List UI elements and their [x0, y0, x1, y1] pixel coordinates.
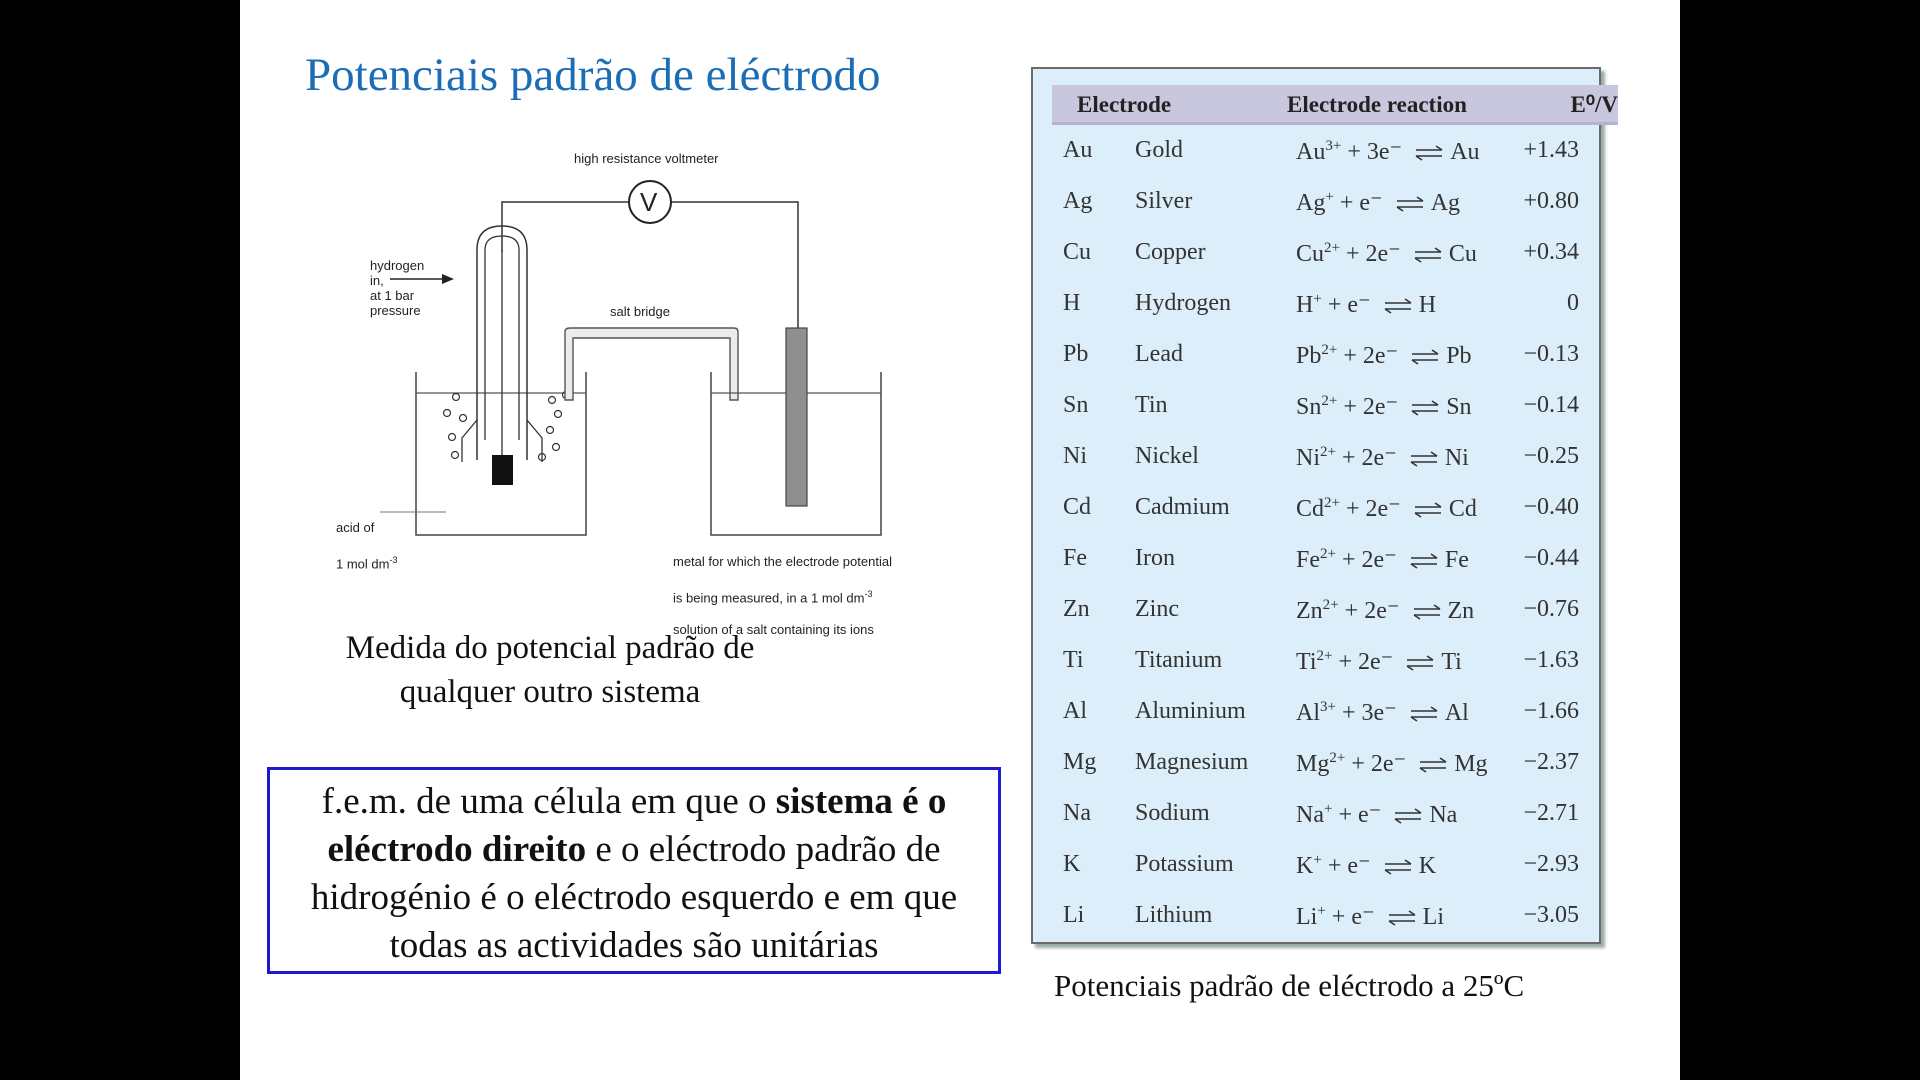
reaction-electrons: 2e⁻	[1370, 751, 1407, 777]
reaction-charge: 2+	[1321, 393, 1338, 409]
definition-text-1: f.e.m. de uma célula em que o	[321, 781, 776, 822]
cell-symbol: Zn	[1063, 596, 1090, 622]
header-electrode: Electrode	[1077, 92, 1172, 117]
reaction-product: Cd	[1448, 496, 1477, 522]
table-caption: Potenciais padrão de eléctrodo a 25ºC	[1054, 968, 1525, 1003]
reaction-product: Mg	[1454, 751, 1488, 777]
reaction-ion: Al	[1296, 700, 1320, 726]
acid-label-sup: -3	[389, 555, 398, 565]
cell-reaction: $Mg^{2+} + 2e^-$ Mg	[1296, 750, 1488, 777]
reaction-electrons: 2e⁻	[1365, 241, 1401, 267]
table-row-k	[1033, 840, 1599, 891]
equilibrium-arrow-icon	[1410, 349, 1440, 365]
page-title: Potenciais padrão de eléctrodo	[305, 49, 881, 101]
equilibrium-arrow-icon	[1405, 655, 1435, 671]
cell-symbol: Sn	[1063, 392, 1089, 418]
reaction-electrons: 2e⁻	[1361, 445, 1397, 471]
equilibrium-arrow-icon	[1383, 859, 1413, 875]
table-row-pb	[1033, 330, 1599, 381]
reaction-charge: 2+	[1324, 240, 1340, 256]
reaction-electrons: 3e⁻	[1361, 700, 1397, 726]
reaction-electrons: e⁻	[1347, 292, 1371, 318]
diagram-caption-line2: qualquer outro sistema	[399, 674, 701, 710]
equilibrium-arrow-icon	[1412, 604, 1442, 620]
cell-symbol: Ni	[1063, 443, 1087, 469]
cell-symbol: Ti	[1063, 647, 1084, 673]
definition-text-2: e o eléctrodo padrão de hidrogénio é o eléctrodo esquerdo e em que todas as actividades são unitárias	[310, 829, 958, 966]
reaction-electrons: 3e⁻	[1366, 139, 1403, 165]
equilibrium-arrow-icon	[1410, 400, 1440, 416]
reaction-product: Li	[1422, 904, 1444, 930]
reaction-ion: Na	[1296, 802, 1324, 828]
cell-name: Titanium	[1135, 647, 1223, 673]
hydrogen-label: hydrogen in, at 1 bar pressure	[370, 258, 425, 318]
cell-symbol: Pb	[1063, 341, 1089, 367]
diagram-caption	[270, 626, 830, 714]
equilibrium-arrow-icon	[1409, 451, 1439, 467]
table-row-al	[1033, 687, 1599, 738]
cell-name: Magnesium	[1135, 749, 1249, 775]
cell-potential: −0.13	[1523, 341, 1579, 367]
wire-left	[502, 202, 628, 252]
cell-symbol: Cu	[1063, 239, 1092, 265]
equilibrium-arrow-icon	[1413, 502, 1443, 518]
cell-reaction: $Ti^{2+} + 2e^-$ Ti	[1296, 648, 1462, 675]
reaction-ion: K	[1296, 853, 1314, 879]
cell-potential: −2.71	[1523, 800, 1579, 826]
cell-name: Hydrogen	[1135, 290, 1231, 316]
equilibrium-arrow-icon	[1418, 757, 1448, 773]
cell-potential: +1.43	[1523, 137, 1579, 163]
equilibrium-arrow-icon	[1383, 298, 1413, 314]
reaction-charge: +	[1323, 801, 1333, 817]
slide	[240, 0, 1680, 1080]
equilibrium-arrow-icon	[1409, 706, 1439, 722]
reaction-ion: Pb	[1296, 343, 1322, 369]
cell-potential: −0.14	[1523, 392, 1579, 418]
cell-potential: −2.93	[1523, 851, 1579, 877]
reaction-ion: Ni	[1296, 445, 1320, 471]
reaction-charge: +	[1325, 189, 1334, 205]
metal-electrode	[786, 328, 807, 506]
table-row-ni	[1033, 432, 1599, 483]
reaction-charge: 2+	[1320, 546, 1336, 562]
cell-reaction: $Pb^{2+} + 2e^-$ Pb	[1296, 342, 1472, 369]
reaction-charge: +	[1313, 852, 1322, 868]
cell-potential: −3.05	[1523, 902, 1579, 928]
reaction-product: K	[1418, 853, 1437, 879]
cell-symbol: Fe	[1063, 545, 1087, 571]
reaction-charge: 2+	[1321, 342, 1338, 358]
cell-name: Gold	[1135, 137, 1183, 163]
cell-name: Lead	[1135, 341, 1183, 367]
cell-reaction: H+ + e⁻ H	[1296, 291, 1437, 318]
reaction-electrons: 2e⁻	[1365, 496, 1401, 522]
cell-symbol: Ag	[1063, 188, 1093, 214]
equilibrium-arrow-icon	[1393, 808, 1423, 824]
voltmeter-symbol: V	[640, 187, 658, 217]
reaction-electrons: 2e⁻	[1364, 598, 1400, 624]
cell-potential: −0.25	[1523, 443, 1579, 469]
cell-potential: −0.40	[1523, 494, 1579, 520]
reaction-electrons: 2e⁻	[1361, 547, 1397, 573]
equilibrium-arrow-icon	[1387, 910, 1417, 926]
definition-bold: sistema é o eléctrodo direito	[327, 781, 947, 870]
cell-name: Aluminium	[1135, 698, 1246, 724]
reaction-product: Sn	[1446, 394, 1472, 420]
cell-symbol: Na	[1063, 800, 1091, 826]
cell-symbol: Al	[1063, 698, 1087, 724]
reaction-product: Ag	[1430, 190, 1461, 216]
cell-symbol: Cd	[1063, 494, 1092, 520]
cell-reaction: $Cu^{2+} + 2e^-$ Cu	[1296, 240, 1477, 267]
table-row-ti	[1033, 636, 1599, 687]
equilibrium-arrow-icon	[1395, 196, 1425, 212]
reaction-ion: Au	[1296, 139, 1326, 165]
cell-name: Silver	[1135, 188, 1193, 214]
cell-potential: +0.34	[1523, 239, 1579, 265]
cell-name: Tin	[1135, 392, 1168, 418]
reaction-charge: +	[1313, 291, 1322, 307]
reaction-product: Al	[1444, 700, 1469, 726]
table-body	[1033, 126, 1599, 942]
reaction-electrons: e⁻	[1351, 904, 1375, 930]
reaction-electrons: 2e⁻	[1362, 343, 1399, 369]
cell-name: Cadmium	[1135, 494, 1230, 520]
cell-symbol: Li	[1063, 902, 1085, 928]
cell-symbol: Au	[1063, 137, 1093, 163]
reaction-charge: 2+	[1324, 495, 1340, 511]
definition-box	[267, 767, 1001, 974]
reaction-ion: Cd	[1296, 496, 1325, 522]
table-row-mg	[1033, 738, 1599, 789]
reaction-charge: 3+	[1320, 699, 1336, 715]
wire-right	[652, 202, 798, 330]
voltmeter-label: high resistance voltmeter	[574, 151, 719, 166]
platinum-electrode	[492, 455, 513, 485]
salt-bridge	[565, 328, 738, 400]
hydrogen-arrowhead	[442, 274, 454, 284]
reaction-charge: 3+	[1325, 138, 1342, 154]
cell-potential: −1.63	[1523, 647, 1579, 673]
cell-potential: −1.66	[1523, 698, 1579, 724]
reaction-product: H	[1418, 292, 1437, 318]
reaction-ion: H	[1296, 292, 1314, 318]
cell-potential: 0	[1567, 290, 1579, 316]
reaction-product: Cu	[1448, 241, 1477, 267]
reaction-ion: Zn	[1296, 598, 1323, 624]
cell-symbol: K	[1063, 851, 1081, 877]
acid-label-line2: 1 mol dm	[336, 556, 390, 572]
cell-reaction: K+ + e⁻ K	[1296, 852, 1437, 879]
bell-right	[527, 420, 542, 462]
cell-name: Iron	[1135, 545, 1175, 571]
reaction-electrons: e⁻	[1347, 853, 1371, 879]
metal-label	[673, 538, 892, 638]
cell-name: Potassium	[1135, 851, 1234, 877]
cell-reaction: $Cd^{2+} + 2e^-$ Cd	[1296, 495, 1477, 522]
reaction-ion: Mg	[1296, 751, 1330, 777]
cell-reaction: Na+ + e⁻ Na	[1296, 801, 1458, 828]
cell-reaction: Ag+ + e⁻ Ag	[1296, 189, 1461, 216]
cell-reaction: $Zn^{2+} + 2e^-$ Zn	[1296, 597, 1475, 624]
cell-name: Nickel	[1135, 443, 1199, 469]
table-row-zn	[1033, 585, 1599, 636]
diagram-caption-line1: Medida do potencial padrão de	[345, 630, 755, 666]
metal-label-line1: metal for which the electrode potential	[673, 554, 892, 569]
reaction-charge: 2+	[1316, 648, 1333, 664]
reaction-ion: Ag	[1296, 190, 1326, 216]
reaction-electrons: 2e⁻	[1362, 394, 1399, 420]
table-row-au	[1033, 126, 1599, 177]
reaction-product: Zn	[1447, 598, 1475, 624]
table-row-cd	[1033, 483, 1599, 534]
bell-left	[462, 420, 477, 462]
cell-symbol: Mg	[1063, 749, 1097, 775]
reaction-product: Au	[1450, 139, 1480, 165]
reaction-product: Ni	[1444, 445, 1469, 471]
table-row-ag	[1033, 177, 1599, 228]
table-row-sn	[1033, 381, 1599, 432]
reaction-electrons: e⁻	[1358, 802, 1382, 828]
equilibrium-arrow-icon	[1409, 553, 1439, 569]
reaction-ion: Ti	[1296, 649, 1317, 675]
reaction-charge: 2+	[1329, 750, 1346, 766]
reaction-product: Ti	[1441, 649, 1462, 675]
table-row-h	[1033, 279, 1599, 330]
cell-potential: −0.76	[1523, 596, 1579, 622]
cell-reaction: $Ni^{2+} + 2e^-$ Ni	[1296, 444, 1469, 471]
cell-potential: +0.80	[1523, 188, 1579, 214]
left-beaker	[416, 372, 586, 535]
header-reaction: Electrode reaction	[1287, 92, 1467, 117]
reaction-ion: Li	[1296, 904, 1318, 930]
acid-label-line1: acid of	[336, 520, 375, 535]
table-row-na	[1033, 789, 1599, 840]
reaction-ion: Sn	[1296, 394, 1322, 420]
metal-label-sup: -3	[864, 589, 873, 599]
cell-reaction: $Sn^{2+} + 2e^-$ Sn	[1296, 393, 1472, 420]
acid-label	[336, 504, 397, 572]
equilibrium-arrow-icon	[1414, 145, 1444, 161]
potentials-table	[1031, 67, 1618, 944]
table-header	[1052, 85, 1618, 125]
reaction-ion: Cu	[1296, 241, 1325, 267]
metal-label-line3: solution of a salt containing its ions	[673, 622, 874, 638]
reaction-charge: 2+	[1320, 444, 1336, 460]
cell-potential: −0.44	[1523, 545, 1579, 571]
reaction-charge: 2+	[1322, 597, 1339, 613]
table-row-li	[1033, 891, 1599, 942]
cell-reaction: $Au^{3+} + 3e^-$ Au	[1296, 138, 1480, 165]
header-potential: E⁰/V	[1570, 92, 1618, 117]
cell-reaction: $Al^{3+} + 3e^-$ Al	[1296, 699, 1469, 726]
metal-label-line2: is being measured, in a 1 mol dm	[673, 590, 865, 606]
cell-name: Copper	[1135, 239, 1206, 265]
reaction-electrons: 2e⁻	[1358, 649, 1394, 675]
cell-symbol: H	[1063, 290, 1081, 316]
cell-reaction: $Fe^{2+} + 2e^-$ Fe	[1296, 546, 1469, 573]
reaction-electrons: e⁻	[1359, 190, 1383, 216]
cell-name: Sodium	[1135, 800, 1210, 826]
cell-name: Zinc	[1135, 596, 1179, 622]
reaction-ion: Fe	[1296, 547, 1320, 573]
reaction-product: Fe	[1444, 547, 1469, 573]
reaction-charge: +	[1317, 903, 1326, 919]
table-row-cu	[1033, 228, 1599, 279]
reaction-product: Na	[1429, 802, 1458, 828]
equilibrium-arrow-icon	[1413, 247, 1443, 263]
salt-bridge-label: salt bridge	[610, 304, 670, 319]
cell-reaction: Li+ + e⁻ Li	[1296, 903, 1444, 930]
cell-potential: −2.37	[1523, 749, 1579, 775]
table-row-fe	[1033, 534, 1599, 585]
cell-name: Lithium	[1135, 902, 1213, 928]
reaction-product: Pb	[1446, 343, 1472, 369]
